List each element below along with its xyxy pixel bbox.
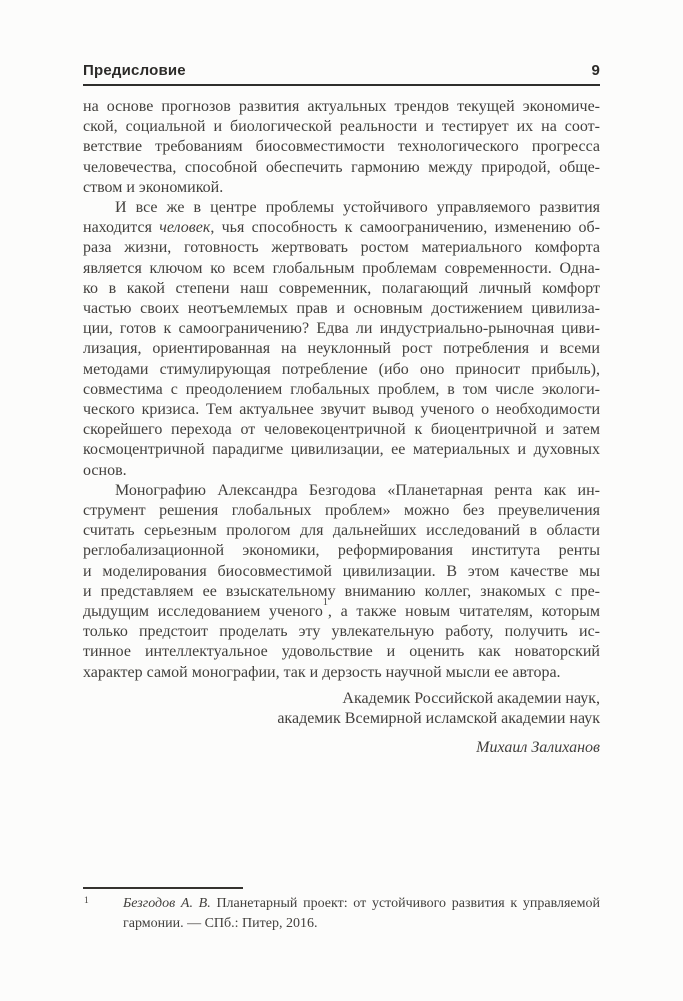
text-line: ко в какой степени наш современник, полагающий личный комфорт bbox=[83, 279, 600, 297]
text-line: струмент решения глобальных проблем» можно без преувеличения bbox=[83, 502, 600, 520]
text-line: дыдущим исследованием ученого$^1$, а также новым читателям, которым bbox=[83, 596, 600, 621]
text-line: скорейшего перехода от человекоцентричной к биоцентричной и затем bbox=[83, 421, 600, 439]
text-line: ции, готов к самоограничению? Едва ли индустриально-рыночная циви- bbox=[83, 320, 600, 338]
text-line: ской, социальной и биологической реальности и тестирует их на соот- bbox=[83, 118, 600, 136]
text-line: лизация, ориентированная на неуклонный рост потребления и всеми bbox=[83, 340, 600, 358]
text-line: ческого кризиса. Тем актуальнее звучит вывод ученого о необходимости bbox=[83, 401, 600, 419]
paragraphs bbox=[83, 97, 600, 683]
footnote bbox=[83, 887, 600, 933]
text-line: человечества, способной обеспечить гармонию между природой, обще- bbox=[83, 158, 600, 176]
footnote-body bbox=[83, 894, 600, 933]
text-line: И все же в центре проблемы устойчивого управляемого развития bbox=[115, 199, 600, 217]
text-line: Монографию Александра Безгодова «Планетарная рента как ин- bbox=[115, 481, 600, 499]
text-line: считать серьезным прологом для дальнейших исследований в области bbox=[83, 522, 600, 540]
text-line: только предстоит проделать эту увлекательную работу, получить ис- bbox=[83, 623, 600, 641]
text-line: совместима с преодолением глобальных проблем, в том числе экологи- bbox=[83, 380, 600, 398]
text-line: реглобализационной экономики, реформирования института ренты bbox=[83, 542, 600, 560]
text-line: основ. bbox=[83, 461, 127, 479]
signature-block bbox=[83, 689, 600, 759]
text-line: и представляем ее взыскательному вниманию коллег, знакомых с пре- bbox=[83, 582, 600, 600]
footnote-text bbox=[123, 894, 600, 933]
signature-title-line: Академик Российской академии наук, bbox=[342, 689, 600, 707]
section-title: Предисловие bbox=[83, 62, 186, 79]
text-line: и моделирования биосовместимой цивилизации. В этом качестве мы bbox=[83, 562, 600, 580]
signature-title-line: академик Всемирной исламской академии наук bbox=[277, 710, 600, 728]
text-line: гармонии. — СПб.: Питер, 2016. bbox=[123, 915, 318, 931]
text-line: характер самой монографии, так и дерзость научной мысли ее автора. bbox=[83, 663, 561, 681]
text-line: частью своих неотъемлемых прав и основным достижением цивилиза- bbox=[83, 300, 600, 318]
text-line: ветствие требованиям биосовместимости технологического прогресса bbox=[83, 138, 600, 156]
text-line: тинное интеллектуальное удовольствие и оценить как новаторский bbox=[83, 643, 600, 661]
text-line: ством и экономикой. bbox=[83, 178, 224, 196]
text-line: на основе прогнозов развития актуальных трендов текущей экономиче- bbox=[83, 98, 600, 115]
footnote-marker: 1 bbox=[84, 896, 89, 906]
body-text bbox=[83, 97, 600, 759]
signature-name: Михаил Залиханов bbox=[476, 739, 600, 757]
running-header bbox=[83, 62, 600, 86]
footnote-rule bbox=[83, 887, 243, 889]
text-line: находится человек, чья способность к самоограничению, изменению об- bbox=[83, 219, 600, 237]
text-line: раза жизни, готовность жертвовать ростом материального комфорта bbox=[83, 239, 600, 257]
page-number: 9 bbox=[591, 62, 600, 79]
text-line: Безгодов А. В. Планетарный проект: от устойчивого развития к управляемой bbox=[123, 896, 601, 911]
text-line: является ключом ко всем глобальным проблемам современности. Одна- bbox=[83, 259, 600, 277]
text-line: методами стимулирующая потребление (ибо оно приносит прибыль), bbox=[83, 360, 600, 378]
text-line: космоцентричной парадигме цивилизации, ее материальных и духовных bbox=[83, 441, 600, 459]
